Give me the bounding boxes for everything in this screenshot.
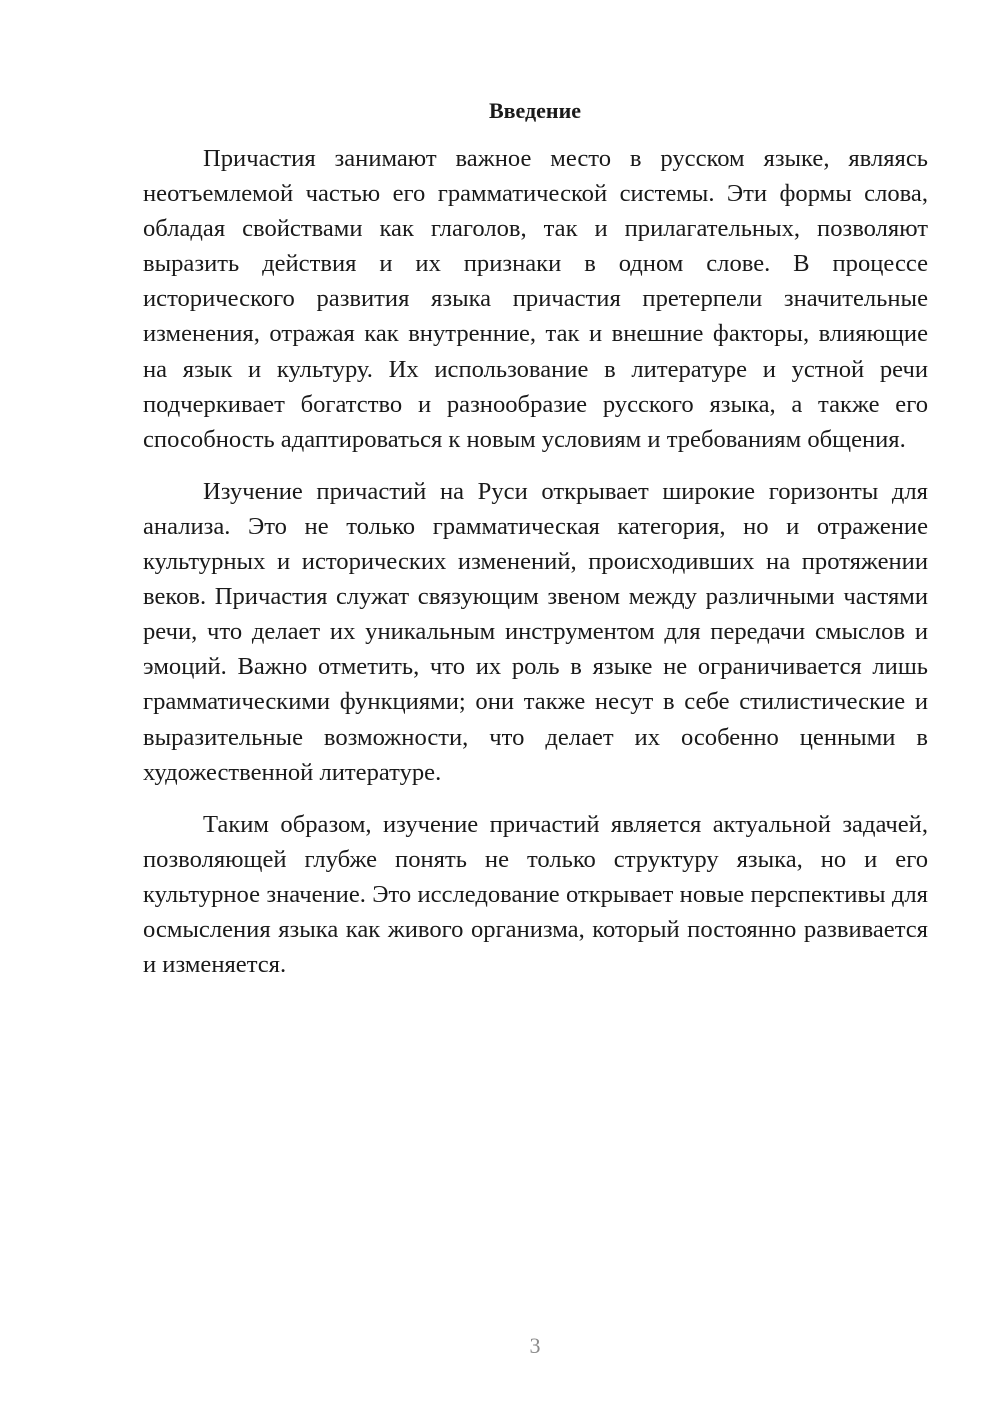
- paragraph-3: Таким образом, изучение причастий является актуальной задачей, позволяющей глубже понять не только структуру языка, но и его культурное значение. Это исследование открывает новые перспективы для осмысления языка как живого организма, который постоянно развивается и изменяется.: [143, 810, 928, 979]
- page-title: Введение: [488, 98, 582, 123]
- document-body: [143, 141, 928, 982]
- paragraph-2: Изучение причастий на Руси открывает широкие горизонты для анализа. Это не только грамматическая категория, но и отражение культурных и исторических изменений, происходивших на протяжении веков. Причастия служат связующим звеном между различными частями речи, что делает их уникальным инструментом для передачи смыслов и эмоций. Важно отметить, что их роль в языке не ограничивается лишь грамматическими функциями; они также несут в себе стилистические и выразительные возможности, что делает их особенно ценными в художественной литературе.: [143, 477, 928, 786]
- paragraph-1: Причастия занимают важное место в русском языке, являясь неотъемлемой частью его грамматической системы. Эти формы слова, обладая свойствами как глаголов, так и прилагательных, позволяют выразить действия и их признаки в одном слове. В процессе исторического развития языка причастия претерпели значительные изменения, отражая как внутренние, так и внешние факторы, влияющие на язык и культуру. Их использование в литературе и устной речи подчеркивает богатство и разнообразие русского языка, а также его способность адаптироваться к новым условиям и требованиям общения.: [143, 145, 928, 453]
- page-number: 3: [529, 1333, 541, 1358]
